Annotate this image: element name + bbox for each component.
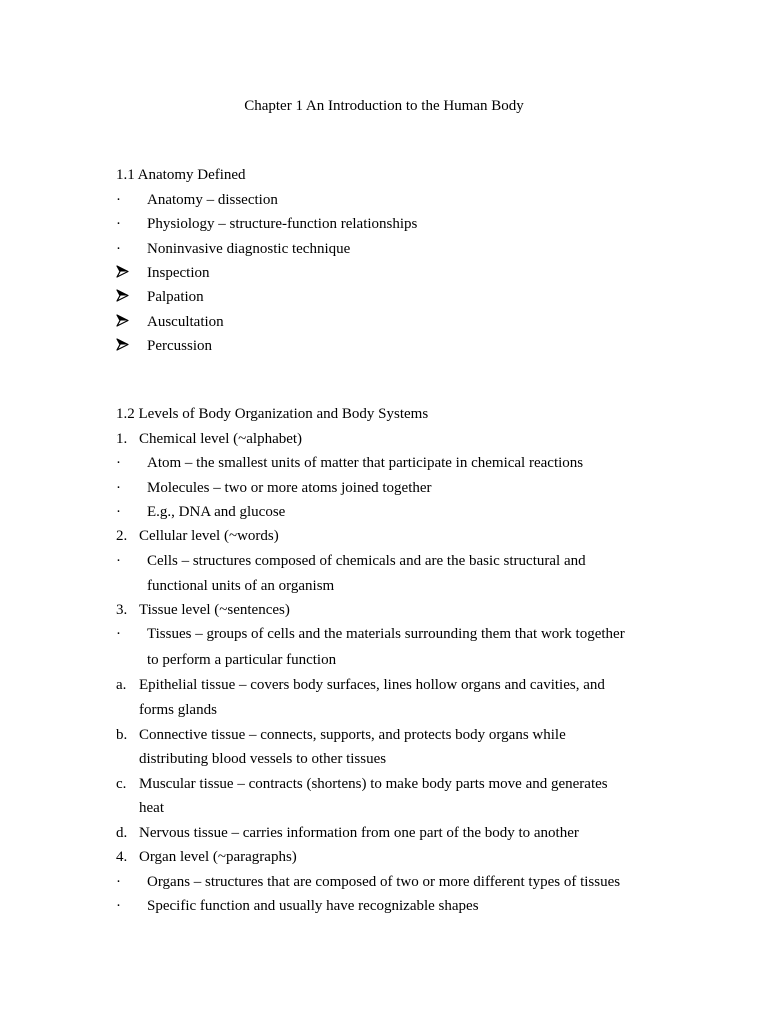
bullet-marker: · — [116, 504, 121, 520]
list-item-text: Organ level (~paragraphs) — [139, 849, 297, 865]
list-item-text: heat — [139, 800, 164, 816]
list-item-text: Atom – the smallest units of matter that participate in chemical reactions — [147, 455, 584, 471]
letter-marker: a. — [116, 677, 127, 693]
page-title: Chapter 1 An Introduction to the Human Body — [244, 98, 524, 114]
bullet-marker: · — [116, 455, 121, 471]
number-marker: 2. — [116, 528, 128, 544]
list-item-text: Percussion — [147, 338, 212, 354]
list-item-text: Muscular tissue – contracts (shortens) to make body parts move and generates — [139, 776, 608, 792]
list-item-text: Molecules – two or more atoms joined together — [147, 480, 432, 496]
list-item-text: forms glands — [139, 702, 217, 718]
bullet-marker: · — [116, 241, 121, 257]
arrow-bullet-icon — [116, 338, 129, 351]
bullet-marker: · — [116, 626, 121, 642]
list-item-text: distributing blood vessels to other tissues — [139, 751, 387, 767]
section-heading-text: 1.1 Anatomy Defined — [116, 167, 246, 183]
list-item-text: Epithelial tissue – covers body surfaces, lines hollow organs and cavities, and — [139, 677, 605, 693]
arrow-bullet-icon — [116, 265, 129, 278]
list-item-text: Tissue level (~sentences) — [139, 602, 290, 618]
list-item-text: Auscultation — [147, 314, 224, 330]
letter-marker: d. — [116, 825, 128, 841]
list-item-text: Organs – structures that are composed of two or more different types of tissues — [147, 874, 621, 890]
letter-marker: b. — [116, 727, 128, 743]
arrow-bullet-icon — [116, 314, 129, 327]
list-item-text: Inspection — [147, 265, 210, 281]
arrow-bullet-icon — [116, 289, 129, 302]
list-item-text: Physiology – structure-function relationships — [147, 216, 418, 232]
bullet-marker: · — [116, 480, 121, 496]
list-item-text: to perform a particular function — [147, 652, 337, 668]
bullet-marker: · — [116, 874, 121, 890]
list-item-text: E.g., DNA and glucose — [147, 504, 286, 520]
list-item-text: functional units of an organism — [147, 578, 335, 594]
list-item-text: Nervous tissue – carries information from one part of the body to another — [139, 825, 579, 841]
list-item-text: Cells – structures composed of chemicals and are the basic structural and — [147, 553, 586, 569]
letter-marker: c. — [116, 776, 127, 792]
list-item-text: Anatomy – dissection — [147, 192, 278, 208]
list-item-text: Cellular level (~words) — [139, 528, 279, 544]
number-marker: 1. — [116, 431, 128, 447]
bullet-marker: · — [116, 216, 121, 232]
list-item-text: Connective tissue – connects, supports, and protects body organs while — [139, 727, 566, 743]
section-heading-text: 1.2 Levels of Body Organization and Body Systems — [116, 406, 429, 422]
list-item-text: Chemical level (~alphabet) — [139, 431, 303, 447]
list-item-text: Noninvasive diagnostic technique — [147, 241, 351, 257]
number-marker: 3. — [116, 602, 128, 618]
bullet-marker: · — [116, 898, 121, 914]
number-marker: 4. — [116, 849, 128, 865]
bullet-marker: · — [116, 553, 121, 569]
list-item-text: Palpation — [147, 289, 204, 305]
list-item-text: Tissues – groups of cells and the materials surrounding them that work together — [147, 626, 625, 642]
list-item-text: Specific function and usually have recognizable shapes — [147, 898, 479, 914]
bullet-marker: · — [116, 192, 121, 208]
